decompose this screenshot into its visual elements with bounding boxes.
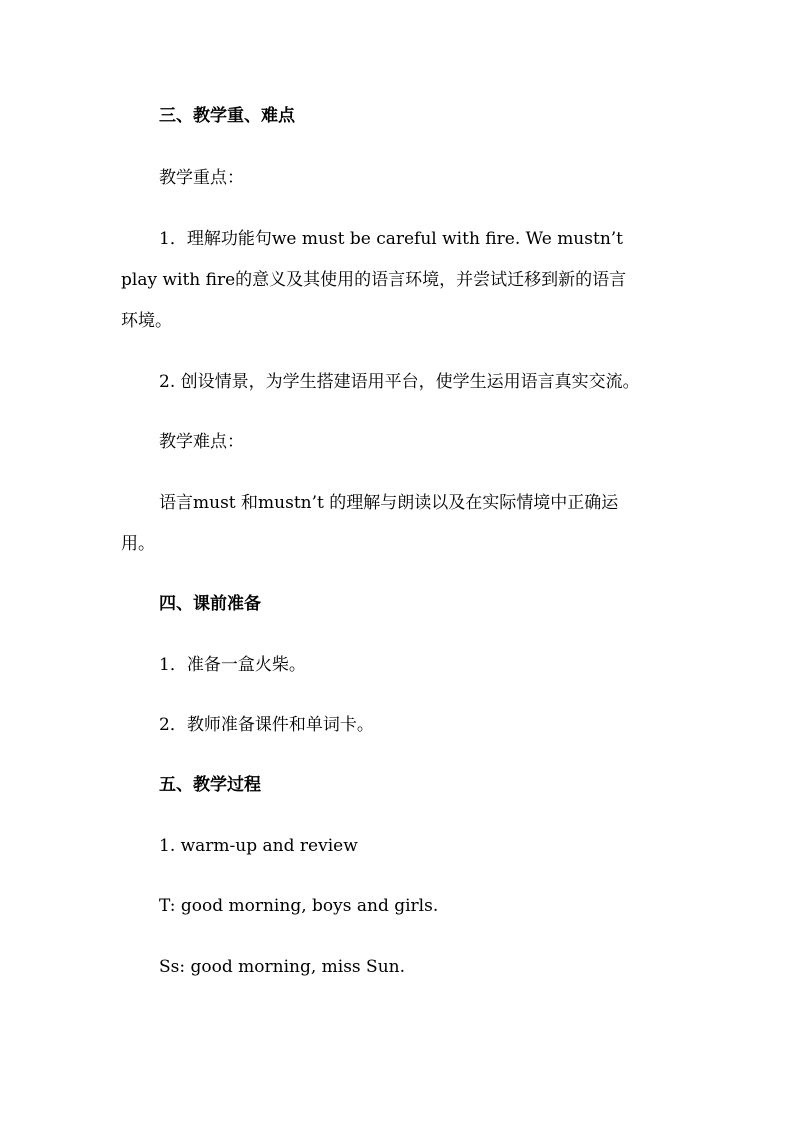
section-heading-teaching-process: 五、教学过程 — [159, 775, 261, 795]
key-point-1-line-1: 1．理解功能句we must be careful with fire. We mustn’t — [159, 229, 623, 249]
section-heading-key-difficult-points: 三、教学重、难点 — [159, 106, 295, 126]
preparation-item-2: 2．教师准备课件和单词卡。 — [159, 715, 374, 735]
key-point-1-line-2: play with fire的意义及其使用的语言环境，并尝试迁移到新的语言 — [121, 270, 627, 290]
key-point-2: 2. 创设情景，为学生搭建语用平台，使学生运用语言真实交流。 — [159, 372, 640, 392]
process-step-1: 1. warm-up and review — [159, 836, 358, 856]
preparation-item-1: 1．准备一盒火柴。 — [159, 655, 306, 675]
difficult-points-label: 教学难点： — [159, 432, 244, 452]
difficult-point-line-2: 用。 — [121, 534, 155, 554]
key-point-1-line-3: 环境。 — [121, 311, 172, 331]
difficult-point-line-1: 语言must 和mustn’t 的理解与朗读以及在实际情境中正确运 — [159, 493, 619, 513]
dialog-students-line: Ss: good morning, miss Sun. — [159, 957, 406, 977]
dialog-teacher-line: T: good morning, boys and girls. — [159, 896, 439, 916]
key-points-label: 教学重点： — [159, 168, 244, 188]
section-heading-preparation: 四、课前准备 — [159, 594, 261, 614]
